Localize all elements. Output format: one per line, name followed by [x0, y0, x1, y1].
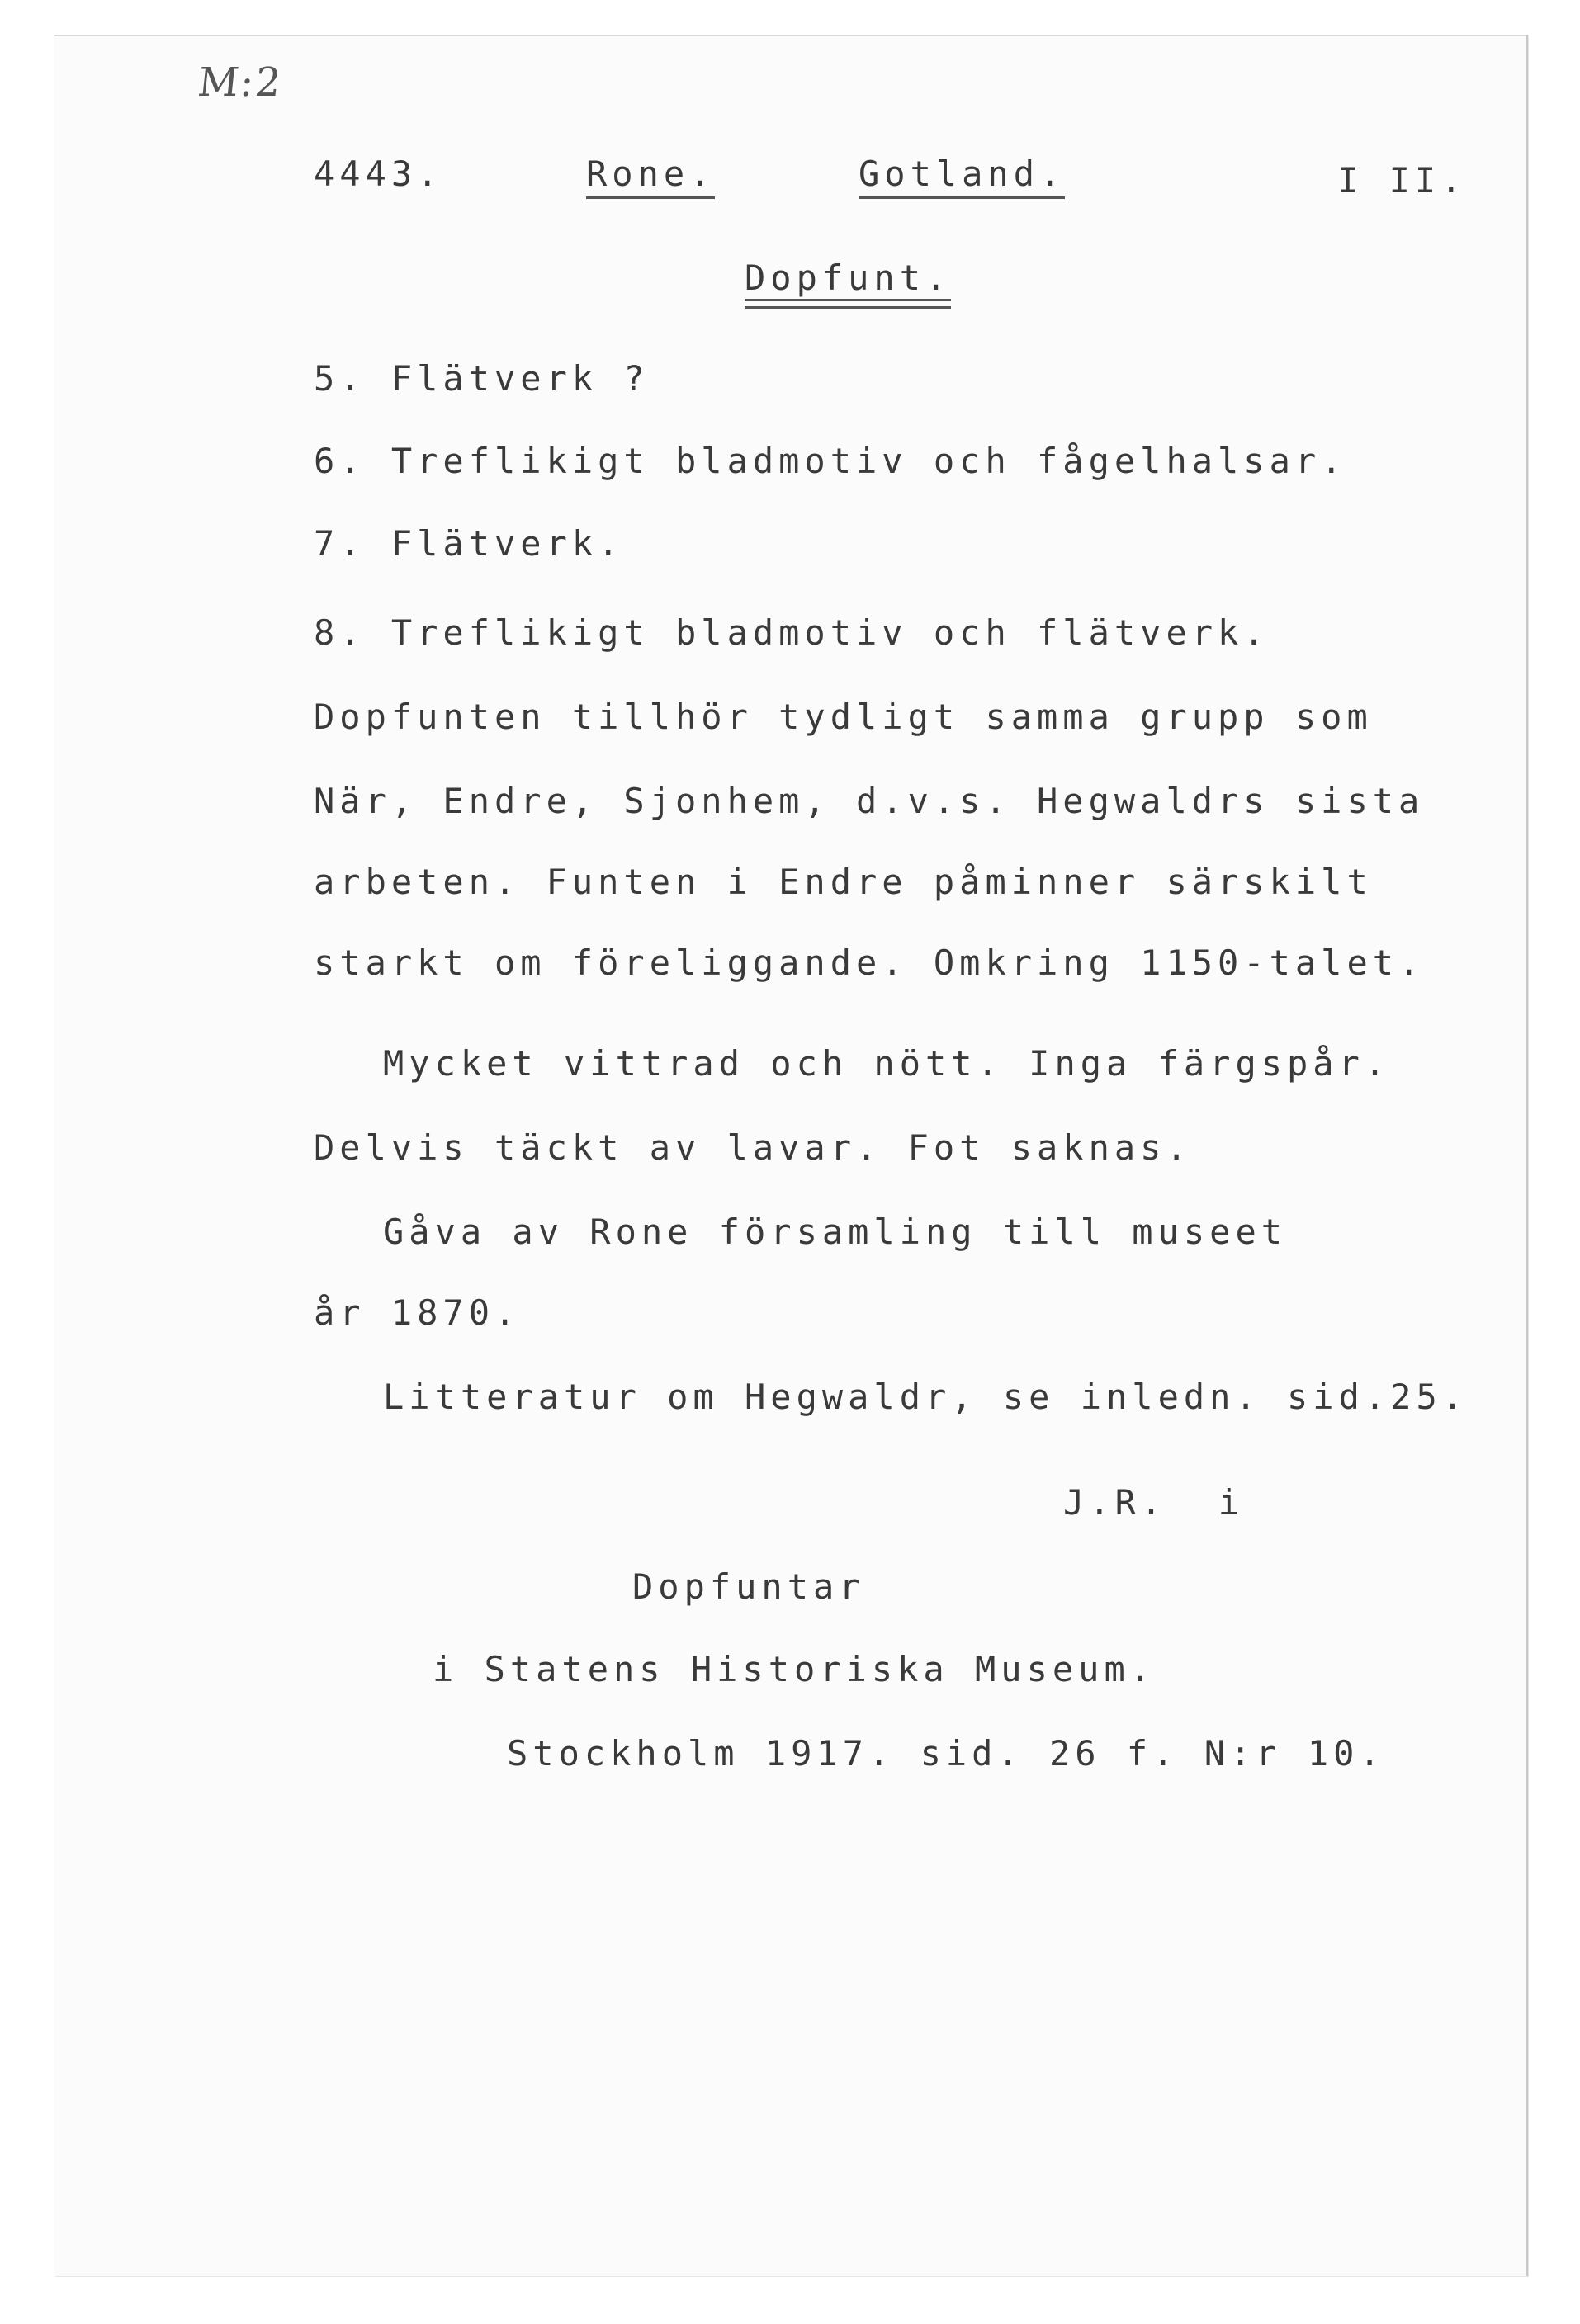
- text-line: Mycket vittrad och nött. Inga färgspår.: [383, 1043, 1391, 1084]
- roman-numeral: I II.: [1337, 160, 1467, 201]
- signature-initials: J.R. i: [1063, 1482, 1245, 1523]
- text-line: Delvis täckt av lavar. Fot saknas.: [314, 1127, 1192, 1168]
- handwritten-mark: M:2: [196, 59, 285, 106]
- text-line: 6. Treflikigt bladmotiv och fågelhalsar.: [314, 441, 1347, 481]
- region-name: Gotland.: [859, 157, 1065, 199]
- text-line: 7. Flätverk.: [314, 523, 624, 564]
- document-title: Dopfunt.: [745, 261, 951, 301]
- text-line: Dopfunten tillhör tydligt samma grupp som: [314, 697, 1373, 737]
- reference-title: Dopfuntar: [632, 1566, 865, 1607]
- text-line: Gåva av Rone församling till museet: [383, 1212, 1288, 1252]
- reference-line: Stockholm 1917. sid. 26 f. N:r 10.: [507, 1733, 1385, 1774]
- catalog-number: 4443.: [314, 154, 443, 194]
- text-line: När, Endre, Sjonhem, d.v.s. Hegwaldrs sista: [314, 781, 1425, 821]
- text-line: år 1870.: [314, 1292, 521, 1333]
- text-line: starkt om föreliggande. Omkring 1150-talet.: [314, 942, 1425, 983]
- text-line: 5. Flätverk ?: [314, 358, 650, 399]
- reference-line: i Statens Historiska Museum.: [433, 1649, 1157, 1689]
- text-line: Litteratur om Hegwaldr, se inledn. sid.25.: [383, 1377, 1469, 1417]
- place-name: Rone.: [586, 157, 715, 199]
- text-line: 8. Treflikigt bladmotiv och flätverk.: [314, 612, 1270, 653]
- text-line: arbeten. Funten i Endre påminner särskilt: [314, 862, 1373, 902]
